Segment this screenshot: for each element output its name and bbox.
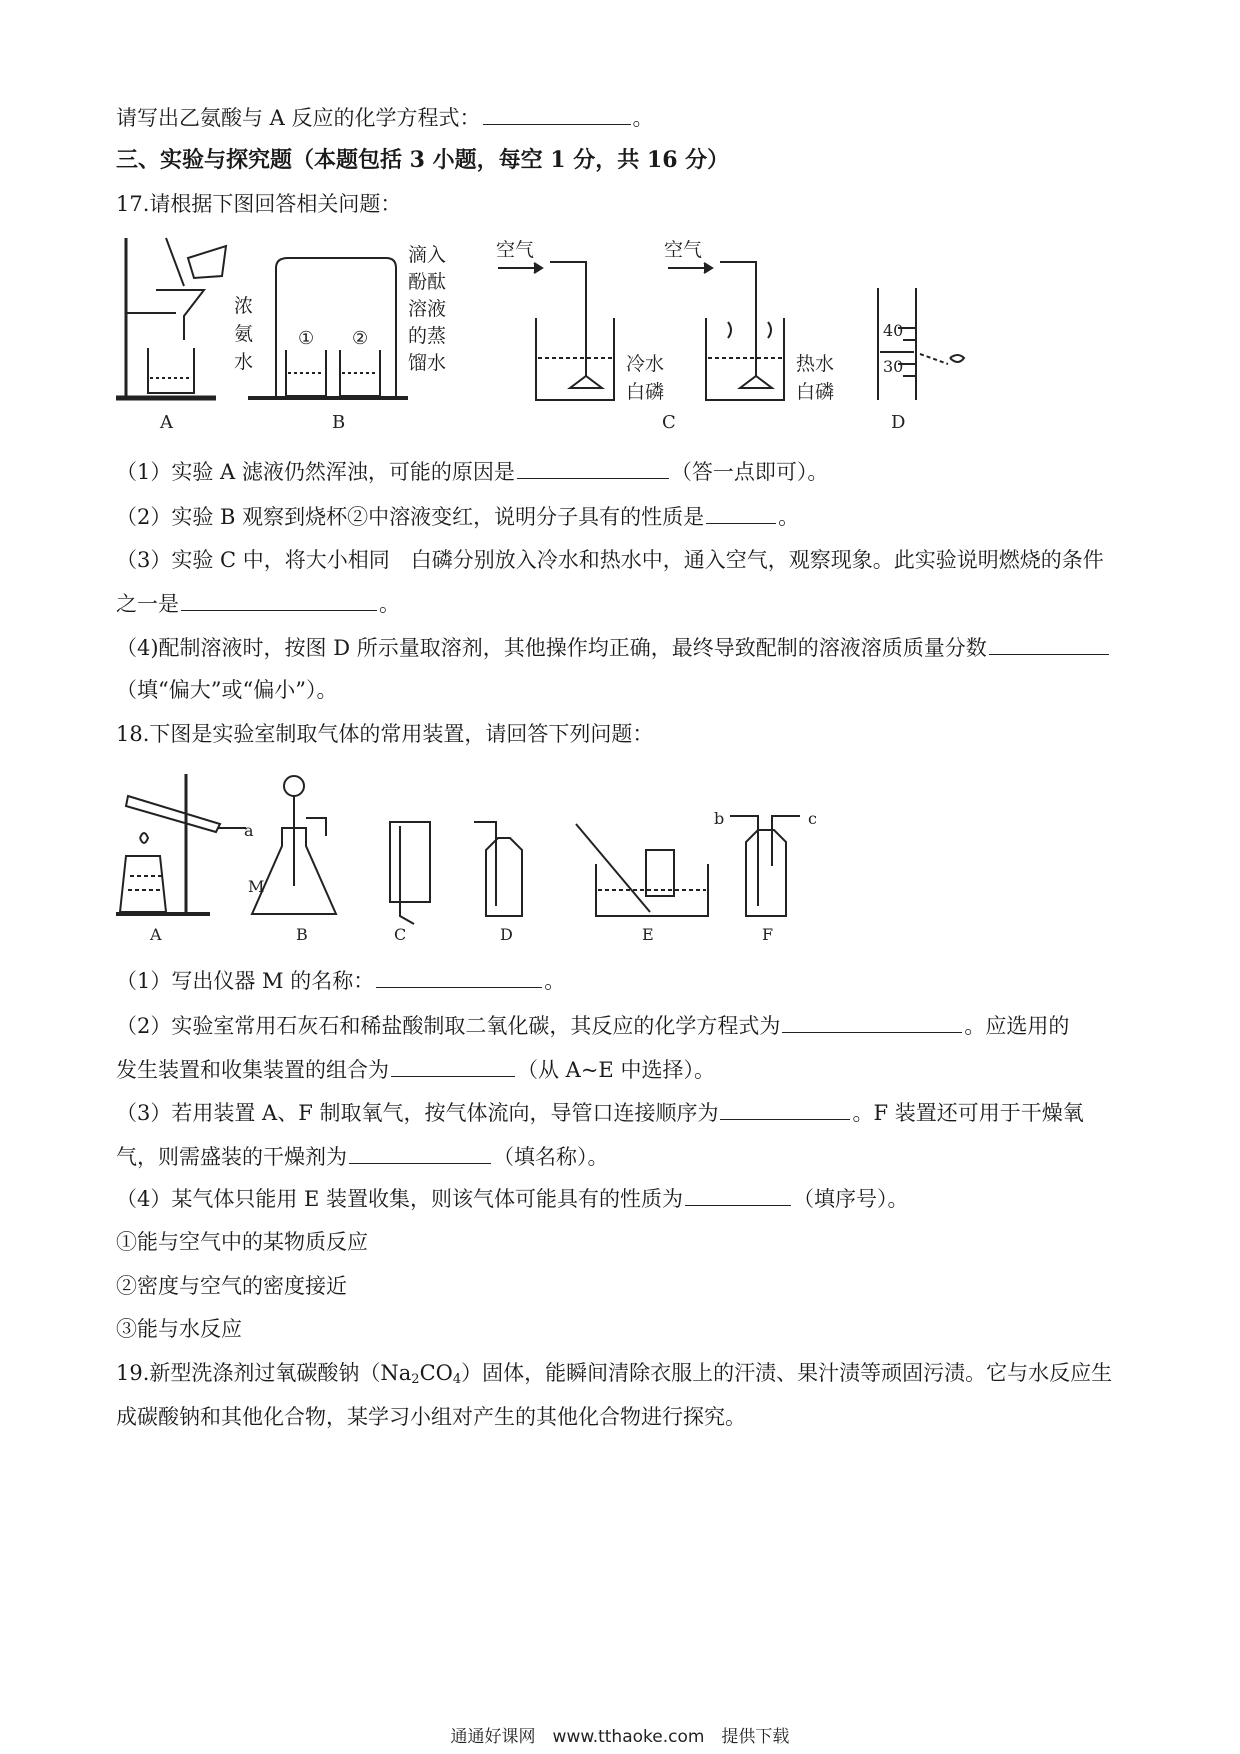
q19-sub-2: 2	[411, 1372, 420, 1387]
diffusion-apparatus	[248, 258, 408, 398]
heating-apparatus	[116, 774, 246, 914]
q17-stem: 17.请根据下图回答相关问题：	[116, 192, 402, 216]
white-phosphorus-label-1: 白磷	[626, 381, 665, 403]
combustion-apparatus	[498, 262, 784, 400]
ammonia-label: 浓氨水	[234, 295, 254, 373]
air-label-1: 空气	[496, 239, 535, 261]
q18-p2a-suffix: 。应选用的	[964, 1014, 1070, 1038]
q18-part2a	[116, 1012, 1069, 1040]
q17-part3a: （3）实验 C 中，将大小相同 白磷分别放入冷水和热水中，通入空气，观察现象。此实验说明燃烧的条件	[116, 548, 1104, 572]
q17-part2	[116, 503, 799, 531]
collecting-bottle-d	[474, 822, 522, 916]
q17-figure	[108, 228, 988, 438]
answer-blank[interactable]	[349, 1143, 491, 1164]
q17-p2-suffix: 。	[778, 505, 800, 529]
q16-tail-text: 请写出乙氨酸与 A 反应的化学方程式：	[116, 106, 481, 130]
answer-blank[interactable]	[517, 458, 669, 479]
answer-blank[interactable]	[376, 967, 542, 988]
fig17-label-d: D	[891, 412, 906, 433]
q17-p3b-suffix: 。	[379, 592, 400, 616]
q17-part1	[116, 458, 828, 486]
q18-option-1: ①能与空气中的某物质反应	[116, 1230, 368, 1254]
q17-part3b	[116, 590, 400, 618]
phenolphthalein-label-box	[408, 242, 458, 402]
gas-washing-bottle	[730, 816, 800, 916]
fig18-label-a: A	[150, 925, 162, 944]
q19-text-a: 19.新型洗涤剂过氧碳酸钠（Na	[116, 1361, 412, 1385]
fig17-label-c: C	[662, 412, 676, 433]
port-b-label: b	[714, 809, 725, 828]
q18-p4-text: （4）某气体只能用 E 装置收集，则该气体可能具有的性质为	[116, 1187, 684, 1211]
answer-blank[interactable]	[989, 634, 1109, 655]
cold-water-label: 冷水	[626, 353, 665, 375]
q18-option-2: ②密度与空气的密度接近	[116, 1274, 347, 1298]
q16-tail-suffix: 。	[632, 106, 654, 130]
answer-blank[interactable]	[181, 590, 377, 611]
q18-p2b-suffix: （从 A~E 中选择）。	[517, 1058, 715, 1082]
fig18-label-c: C	[394, 925, 407, 944]
q18-part2b	[116, 1056, 715, 1084]
answer-blank[interactable]	[483, 104, 631, 125]
measuring-cylinder	[878, 288, 964, 400]
fig18-label-f: F	[762, 925, 774, 944]
q17-p3b-text: 之一是	[116, 592, 179, 616]
q18-stem: 18.下图是实验室制取气体的常用装置，请回答下列问题：	[116, 722, 654, 746]
answer-blank[interactable]	[720, 1099, 850, 1120]
q18-p4-suffix: （填序号）。	[793, 1187, 909, 1211]
q19-sub-4: 4	[452, 1372, 462, 1387]
fig18-label-d: D	[500, 925, 513, 944]
q18-part4	[116, 1185, 909, 1213]
ammonia-label-box	[234, 292, 260, 382]
port-a-label: a	[244, 821, 254, 840]
fig18-label-e: E	[642, 925, 654, 944]
q18-p3b-suffix: （填名称）。	[493, 1145, 609, 1169]
fig18-label-b: B	[296, 925, 308, 944]
air-label-2: 空气	[664, 239, 703, 261]
page-footer: 通通好课网 www.tthaoke.com 提供下载	[450, 1727, 790, 1747]
beaker-1-label: ①	[298, 328, 315, 349]
answer-blank[interactable]	[782, 1012, 962, 1033]
q18-p3a-suffix: 。F 装置还可用于干燥氧	[852, 1101, 1084, 1125]
q19-line1	[116, 1359, 1112, 1394]
hot-water-label: 热水	[796, 353, 835, 375]
q18-p3b-text: 气，则需盛装的干燥剂为	[116, 1145, 347, 1169]
flask-apparatus	[252, 776, 336, 914]
q17-p1-text: （1）实验 A 滤液仍然浑浊，可能的原因是	[116, 460, 515, 484]
fig17-label-b: B	[332, 412, 346, 433]
q19-line2: 成碳酸钠和其他化合物，某学习小组对产生的其他化合物进行探究。	[116, 1405, 746, 1429]
answer-blank[interactable]	[706, 503, 776, 524]
beaker-2-label: ②	[352, 328, 369, 349]
tick-30: 30	[883, 357, 904, 376]
q18-p1-text: （1）写出仪器 M 的名称：	[116, 969, 375, 993]
answer-blank[interactable]	[391, 1056, 515, 1077]
q17-p2-text: （2）实验 B 观察到烧杯②中溶液变红，说明分子具有的性质是	[116, 505, 705, 529]
section3-heading: 三、实验与探究题（本题包括 3 小题，每空 1 分，共 16 分）	[116, 147, 730, 173]
water-trough	[576, 824, 708, 916]
q18-part1	[116, 967, 565, 995]
q17-p4a-text: （4)配制溶液时，按图 D 所示量取溶剂，其他操作均正确，最终导致配制的溶液溶质质量分数	[116, 636, 987, 660]
phenolphthalein-label: 滴入酚酞溶液的蒸馏水	[408, 244, 447, 374]
q17-part4a	[116, 634, 1111, 662]
q19-text-b: ）固体，能瞬间清除衣服上的汗渍、果汁渍等顽固污渍。它与水反应生	[461, 1361, 1113, 1385]
q18-part3a	[116, 1099, 1084, 1127]
q18-p2b-text: 发生装置和收集装置的组合为	[116, 1058, 389, 1082]
filtration-apparatus	[116, 238, 226, 398]
q18-figure	[110, 766, 830, 946]
q16-tail	[116, 104, 654, 132]
q17-part4b: （填“偏大”或“偏小”）。	[116, 678, 338, 702]
q18-p3a-text: （3）若用装置 A、F 制取氧气，按气体流向，导管口连接顺序为	[116, 1101, 719, 1125]
q17-p1-suffix: （答一点即可）。	[670, 460, 829, 484]
flask-m-label: M	[248, 877, 265, 896]
tick-40: 40	[883, 321, 904, 340]
white-phosphorus-label-2: 白磷	[796, 381, 835, 403]
fig17-label-a: A	[160, 412, 173, 433]
q19-text-co: CO	[419, 1361, 453, 1385]
q18-p2a-text: （2）实验室常用石灰石和稀盐酸制取二氧化碳，其反应的化学方程式为	[116, 1014, 781, 1038]
port-c-label: c	[808, 809, 817, 828]
q18-p1-suffix: 。	[544, 969, 566, 993]
answer-blank[interactable]	[685, 1185, 791, 1206]
q18-option-3: ③能与水反应	[116, 1317, 242, 1341]
q18-part3b	[116, 1143, 609, 1171]
collecting-bottle-c	[390, 822, 430, 924]
